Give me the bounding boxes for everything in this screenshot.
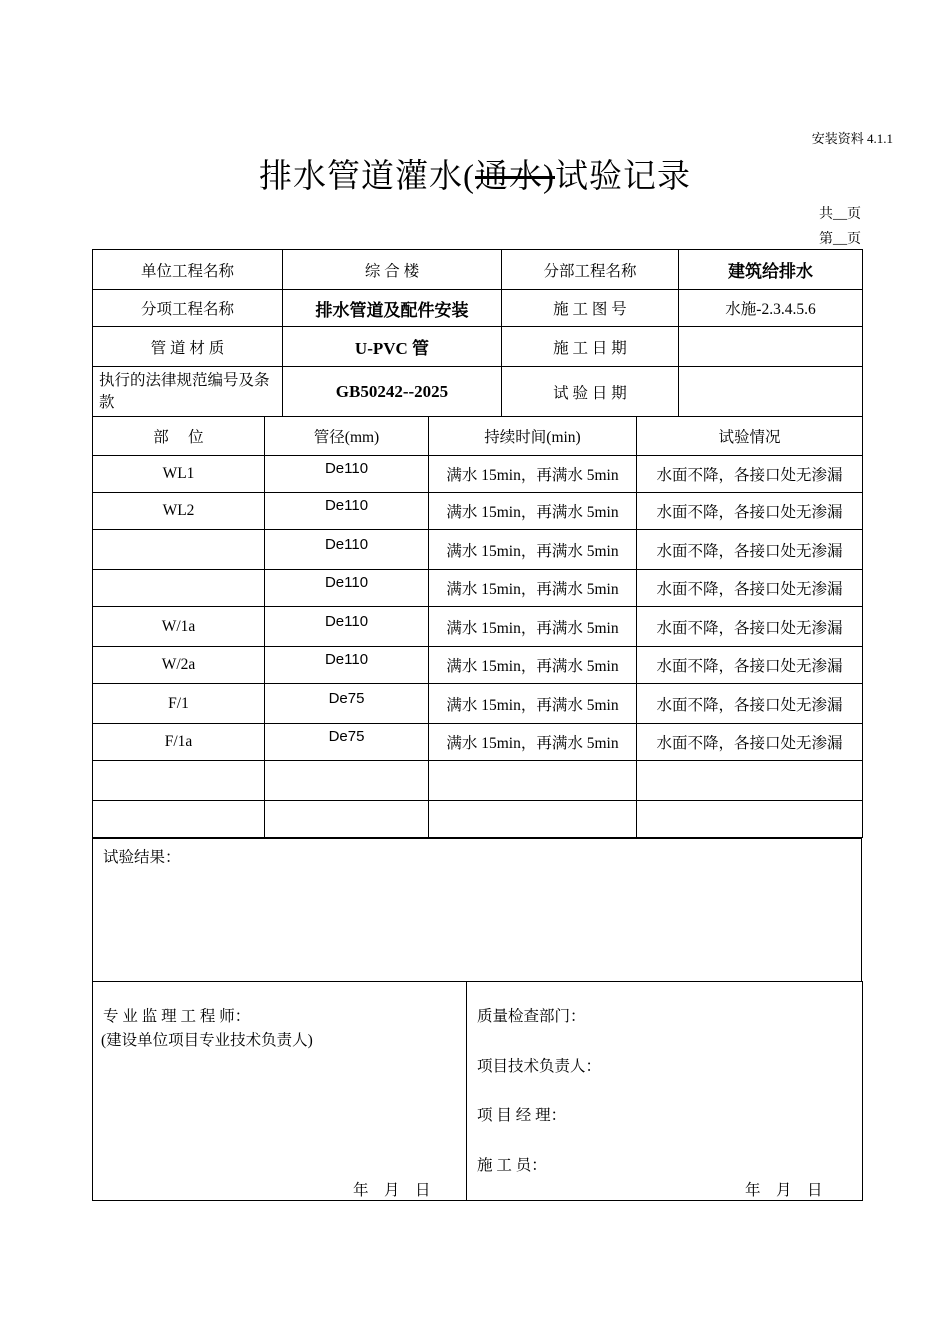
- test-result-box: [92, 838, 862, 982]
- diameter-text: De110: [324, 535, 369, 553]
- table-row: [93, 724, 863, 761]
- test-date-label: 试 验 日 期: [502, 367, 679, 417]
- diameter-text: De110: [324, 574, 369, 591]
- page-current: 第__页: [819, 232, 861, 247]
- duration-cell: 满水 15min，再满水 5min: [429, 530, 637, 570]
- result-cell: [637, 761, 863, 801]
- result-cell: 水面不降，各接口处无渗漏: [637, 456, 863, 493]
- position-cell: W/2a: [93, 647, 265, 684]
- result-cell: 水面不降，各接口处无渗漏: [637, 647, 863, 684]
- table-row: [93, 647, 863, 684]
- test-date-value: [679, 367, 863, 417]
- duration-cell: [429, 761, 637, 801]
- diameter-cell: [265, 647, 429, 684]
- table-row: [93, 456, 863, 493]
- quality-dept-label: 质量检查部门：: [477, 1008, 586, 1025]
- diameter-text: De110: [324, 460, 369, 477]
- diameter-text: De75: [328, 728, 365, 745]
- right-date: 年 月 日: [745, 1182, 823, 1199]
- duration-cell: 满水 15min，再满水 5min: [429, 647, 637, 684]
- table-row: [93, 493, 863, 530]
- duration-cell: 满水 15min，再满水 5min: [429, 570, 637, 607]
- position-cell: WL1: [93, 456, 265, 493]
- diameter-cell: [265, 761, 429, 801]
- duration-cell: 满水 15min，再满水 5min: [429, 493, 637, 530]
- material-label: 管 道 材 质: [93, 327, 283, 367]
- standard-label: 执行的法律规范编号及条款: [93, 367, 283, 417]
- title-prefix: 排水管道灌水(: [259, 159, 475, 195]
- left-date: 年 月 日: [353, 1182, 431, 1199]
- table-row: [93, 684, 863, 724]
- division-label: 分部工程名称: [502, 250, 679, 290]
- result-cell: 水面不降，各接口处无渗漏: [637, 530, 863, 570]
- position-cell: [93, 570, 265, 607]
- duration-cell: 满水 15min，再满水 5min: [429, 724, 637, 761]
- supervisor-cell: [93, 982, 467, 1201]
- duration-cell: 满水 15min，再满水 5min: [429, 456, 637, 493]
- column-header: 管径(mm): [265, 417, 429, 456]
- result-cell: 水面不降，各接口处无渗漏: [637, 493, 863, 530]
- table-row: [93, 801, 863, 838]
- constructor-label: 施 工 员：: [477, 1157, 547, 1174]
- unit-project-label: 单位工程名称: [93, 250, 283, 290]
- duration-cell: [429, 801, 637, 838]
- position-cell: [93, 761, 265, 801]
- diameter-cell: [265, 493, 429, 530]
- construction-date-value: [679, 327, 863, 367]
- position-cell: F/1: [93, 684, 265, 724]
- test-data-table: [92, 416, 863, 838]
- diameter-cell: [265, 801, 429, 838]
- diameter-text: De110: [324, 612, 369, 630]
- division-value: 建筑给排水: [679, 250, 863, 290]
- column-header: 持续时间(min): [429, 417, 637, 456]
- title-suffix: 试验记录: [555, 159, 691, 195]
- duration-cell: 满水 15min，再满水 5min: [429, 607, 637, 647]
- result-cell: 水面不降，各接口处无渗漏: [637, 684, 863, 724]
- drawing-value: 水施-2.3.4.5.6: [679, 290, 863, 327]
- project-manager-label: 项 目 经 理：: [477, 1107, 567, 1124]
- signature-table: [92, 981, 863, 1201]
- result-cell: 水面不降，各接口处无渗漏: [637, 724, 863, 761]
- unit-project-value: 综 合 楼: [283, 250, 502, 290]
- standard-value: GB50242--2025: [283, 367, 502, 417]
- diameter-text: De75: [328, 689, 365, 707]
- diameter-text: De110: [324, 651, 369, 668]
- material-value: U-PVC 管: [283, 327, 502, 367]
- contractor-cell: [467, 982, 863, 1201]
- result-cell: 水面不降，各接口处无渗漏: [637, 570, 863, 607]
- diameter-cell: [265, 530, 429, 570]
- position-cell: F/1a: [93, 724, 265, 761]
- diameter-text: De110: [324, 497, 369, 514]
- diameter-cell: [265, 607, 429, 647]
- page-title: [0, 150, 950, 197]
- table-row: [93, 607, 863, 647]
- table-row: [93, 570, 863, 607]
- position-cell: WL2: [93, 493, 265, 530]
- diameter-cell: [265, 724, 429, 761]
- subitem-label: 分项工程名称: [93, 290, 283, 327]
- title-struck-text: 通水): [475, 159, 555, 195]
- diameter-cell: [265, 570, 429, 607]
- duration-cell: 满水 15min，再满水 5min: [429, 684, 637, 724]
- diameter-cell: [265, 456, 429, 493]
- diameter-cell: [265, 684, 429, 724]
- document-code: 安装资料 4.1.1: [811, 131, 893, 146]
- table-row: [93, 530, 863, 570]
- column-header: 试验情况: [637, 417, 863, 456]
- construction-date-label: 施 工 日 期: [502, 327, 679, 367]
- supervisor-label: 专 业 监 理 工 程 师：: [103, 1008, 251, 1025]
- supervisor-sub-label: (建设单位项目专业技术负责人): [101, 1032, 313, 1049]
- page-total: 共__页: [819, 207, 861, 222]
- header-info-table: [92, 249, 863, 417]
- position-cell: [93, 801, 265, 838]
- result-cell: 水面不降，各接口处无渗漏: [637, 607, 863, 647]
- position-cell: [93, 530, 265, 570]
- drawing-label: 施 工 图 号: [502, 290, 679, 327]
- table-header-row: [93, 417, 863, 456]
- subitem-value: 排水管道及配件安装: [283, 290, 502, 327]
- table-row: [93, 761, 863, 801]
- position-cell: W/1a: [93, 607, 265, 647]
- test-result-label: 试验结果：: [93, 839, 862, 982]
- column-header: 部 位: [93, 417, 265, 456]
- tech-lead-label: 项目技术负责人：: [477, 1058, 602, 1075]
- result-cell: [637, 801, 863, 838]
